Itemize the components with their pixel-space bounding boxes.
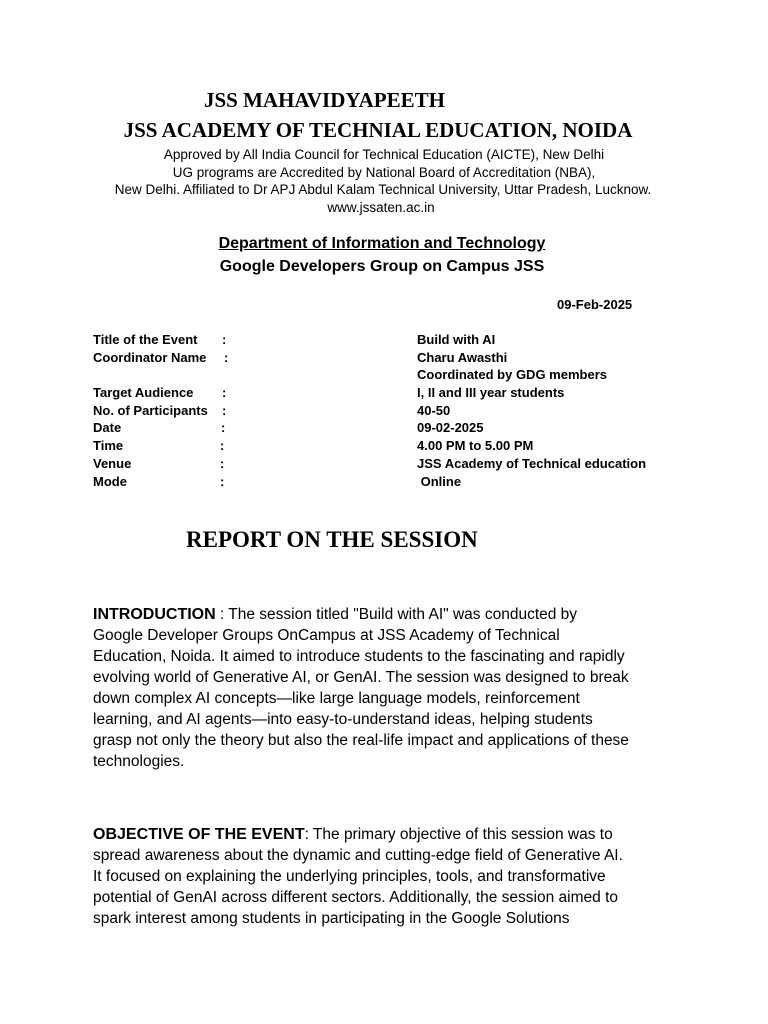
detail-label: Venue <box>93 455 132 471</box>
event-details <box>93 332 693 491</box>
detail-row <box>93 474 693 492</box>
detail-row <box>93 438 693 456</box>
introduction-heading: INTRODUCTION <box>93 606 216 623</box>
detail-label: Time <box>93 438 124 454</box>
detail-colon: : <box>220 438 225 454</box>
group-title: Google Developers Group on Campus JSS <box>219 258 545 275</box>
detail-row <box>93 420 693 438</box>
objective-text: : The primary objective of this session was to <box>304 826 613 843</box>
detail-row <box>93 332 693 350</box>
detail-label: Mode <box>93 473 127 489</box>
intro-line: Education, Noida. It aimed to introduce students to the fascinating and rapidly <box>93 648 625 665</box>
intro-line <box>93 604 683 625</box>
report-date: 09-Feb-2025 <box>557 297 633 312</box>
detail-row <box>93 367 693 385</box>
intro-line: Google Developer Groups OnCampus at JSS Academy of Technical <box>93 627 560 644</box>
detail-value: 40-50 <box>417 402 451 418</box>
detail-value: Charu Awasthi <box>417 349 508 365</box>
detail-value: I, II and III year students <box>417 385 565 401</box>
detail-value: 09-02-2025 <box>417 420 484 436</box>
intro-text: : The session titled "Build with AI" was conducted by <box>215 606 578 623</box>
detail-row <box>93 403 693 421</box>
detail-value: Build with AI <box>417 332 496 347</box>
approval-line: UG programs are Accredited by National Board of Accreditation (NBA), <box>172 165 596 180</box>
objective-line: spark interest among students in participating in the Google Solutions <box>93 910 570 927</box>
intro-line: evolving world of Generative AI, or GenAI. The session was designed to break <box>93 669 629 686</box>
institute-title: JSS ACADEMY OF TECHNIAL EDUCATION, NOIDA <box>123 118 633 142</box>
report-title: REPORT ON THE SESSION <box>186 527 478 552</box>
detail-value: 4.00 PM to 5.00 PM <box>417 438 534 454</box>
objective-line <box>93 824 683 845</box>
detail-label: Target Audience <box>93 385 194 401</box>
approval-line: Approved by All India Council for Technical Education (AICTE), New Delhi <box>163 147 605 162</box>
detail-value: Coordinated by GDG members <box>417 367 607 383</box>
detail-row <box>93 385 693 403</box>
detail-label: Date <box>93 420 122 436</box>
objective-heading: OBJECTIVE OF THE EVENT <box>93 826 305 843</box>
detail-label: No. of Participants <box>93 402 208 418</box>
detail-colon: : <box>222 332 227 347</box>
intro-line: technologies. <box>93 753 185 770</box>
website-line: www.jssaten.ac.in <box>327 200 435 215</box>
intro-line: learning, and AI agents—into easy-to-understand ideas, helping students <box>93 711 593 728</box>
objective-line: spread awareness about the dynamic and cutting-edge field of Generative AI. <box>93 847 623 864</box>
objective-section <box>93 824 683 929</box>
detail-label: Title of the Event <box>93 332 198 347</box>
detail-colon: : <box>222 402 227 418</box>
org-title: JSS MAHAVIDYAPEETH <box>204 88 445 112</box>
detail-row <box>93 456 693 474</box>
introduction-section <box>93 604 683 772</box>
objective-line: potential of GenAI across different sectors. Additionally, the session aimed to <box>93 889 618 906</box>
detail-colon: : <box>224 349 229 365</box>
detail-row <box>93 350 693 368</box>
detail-value: Online <box>417 473 462 489</box>
approval-line: New Delhi. Affiliated to Dr APJ Abdul Kalam Technical University, Uttar Pradesh, Lucknow. <box>114 182 652 197</box>
department-title: Department of Information and Technology <box>218 235 546 252</box>
intro-line: down complex AI concepts—like large language models, reinforcement <box>93 690 580 707</box>
detail-colon: : <box>221 420 226 436</box>
detail-label: Coordinator Name <box>93 349 207 365</box>
detail-colon: : <box>220 473 225 489</box>
intro-line: grasp not only the theory but also the real-life impact and applications of these <box>93 732 629 749</box>
objective-line: It focused on explaining the underlying principles, tools, and transformative <box>93 868 606 885</box>
detail-colon: : <box>222 385 227 401</box>
detail-colon: : <box>220 455 225 471</box>
detail-value: JSS Academy of Technical education <box>417 455 647 471</box>
